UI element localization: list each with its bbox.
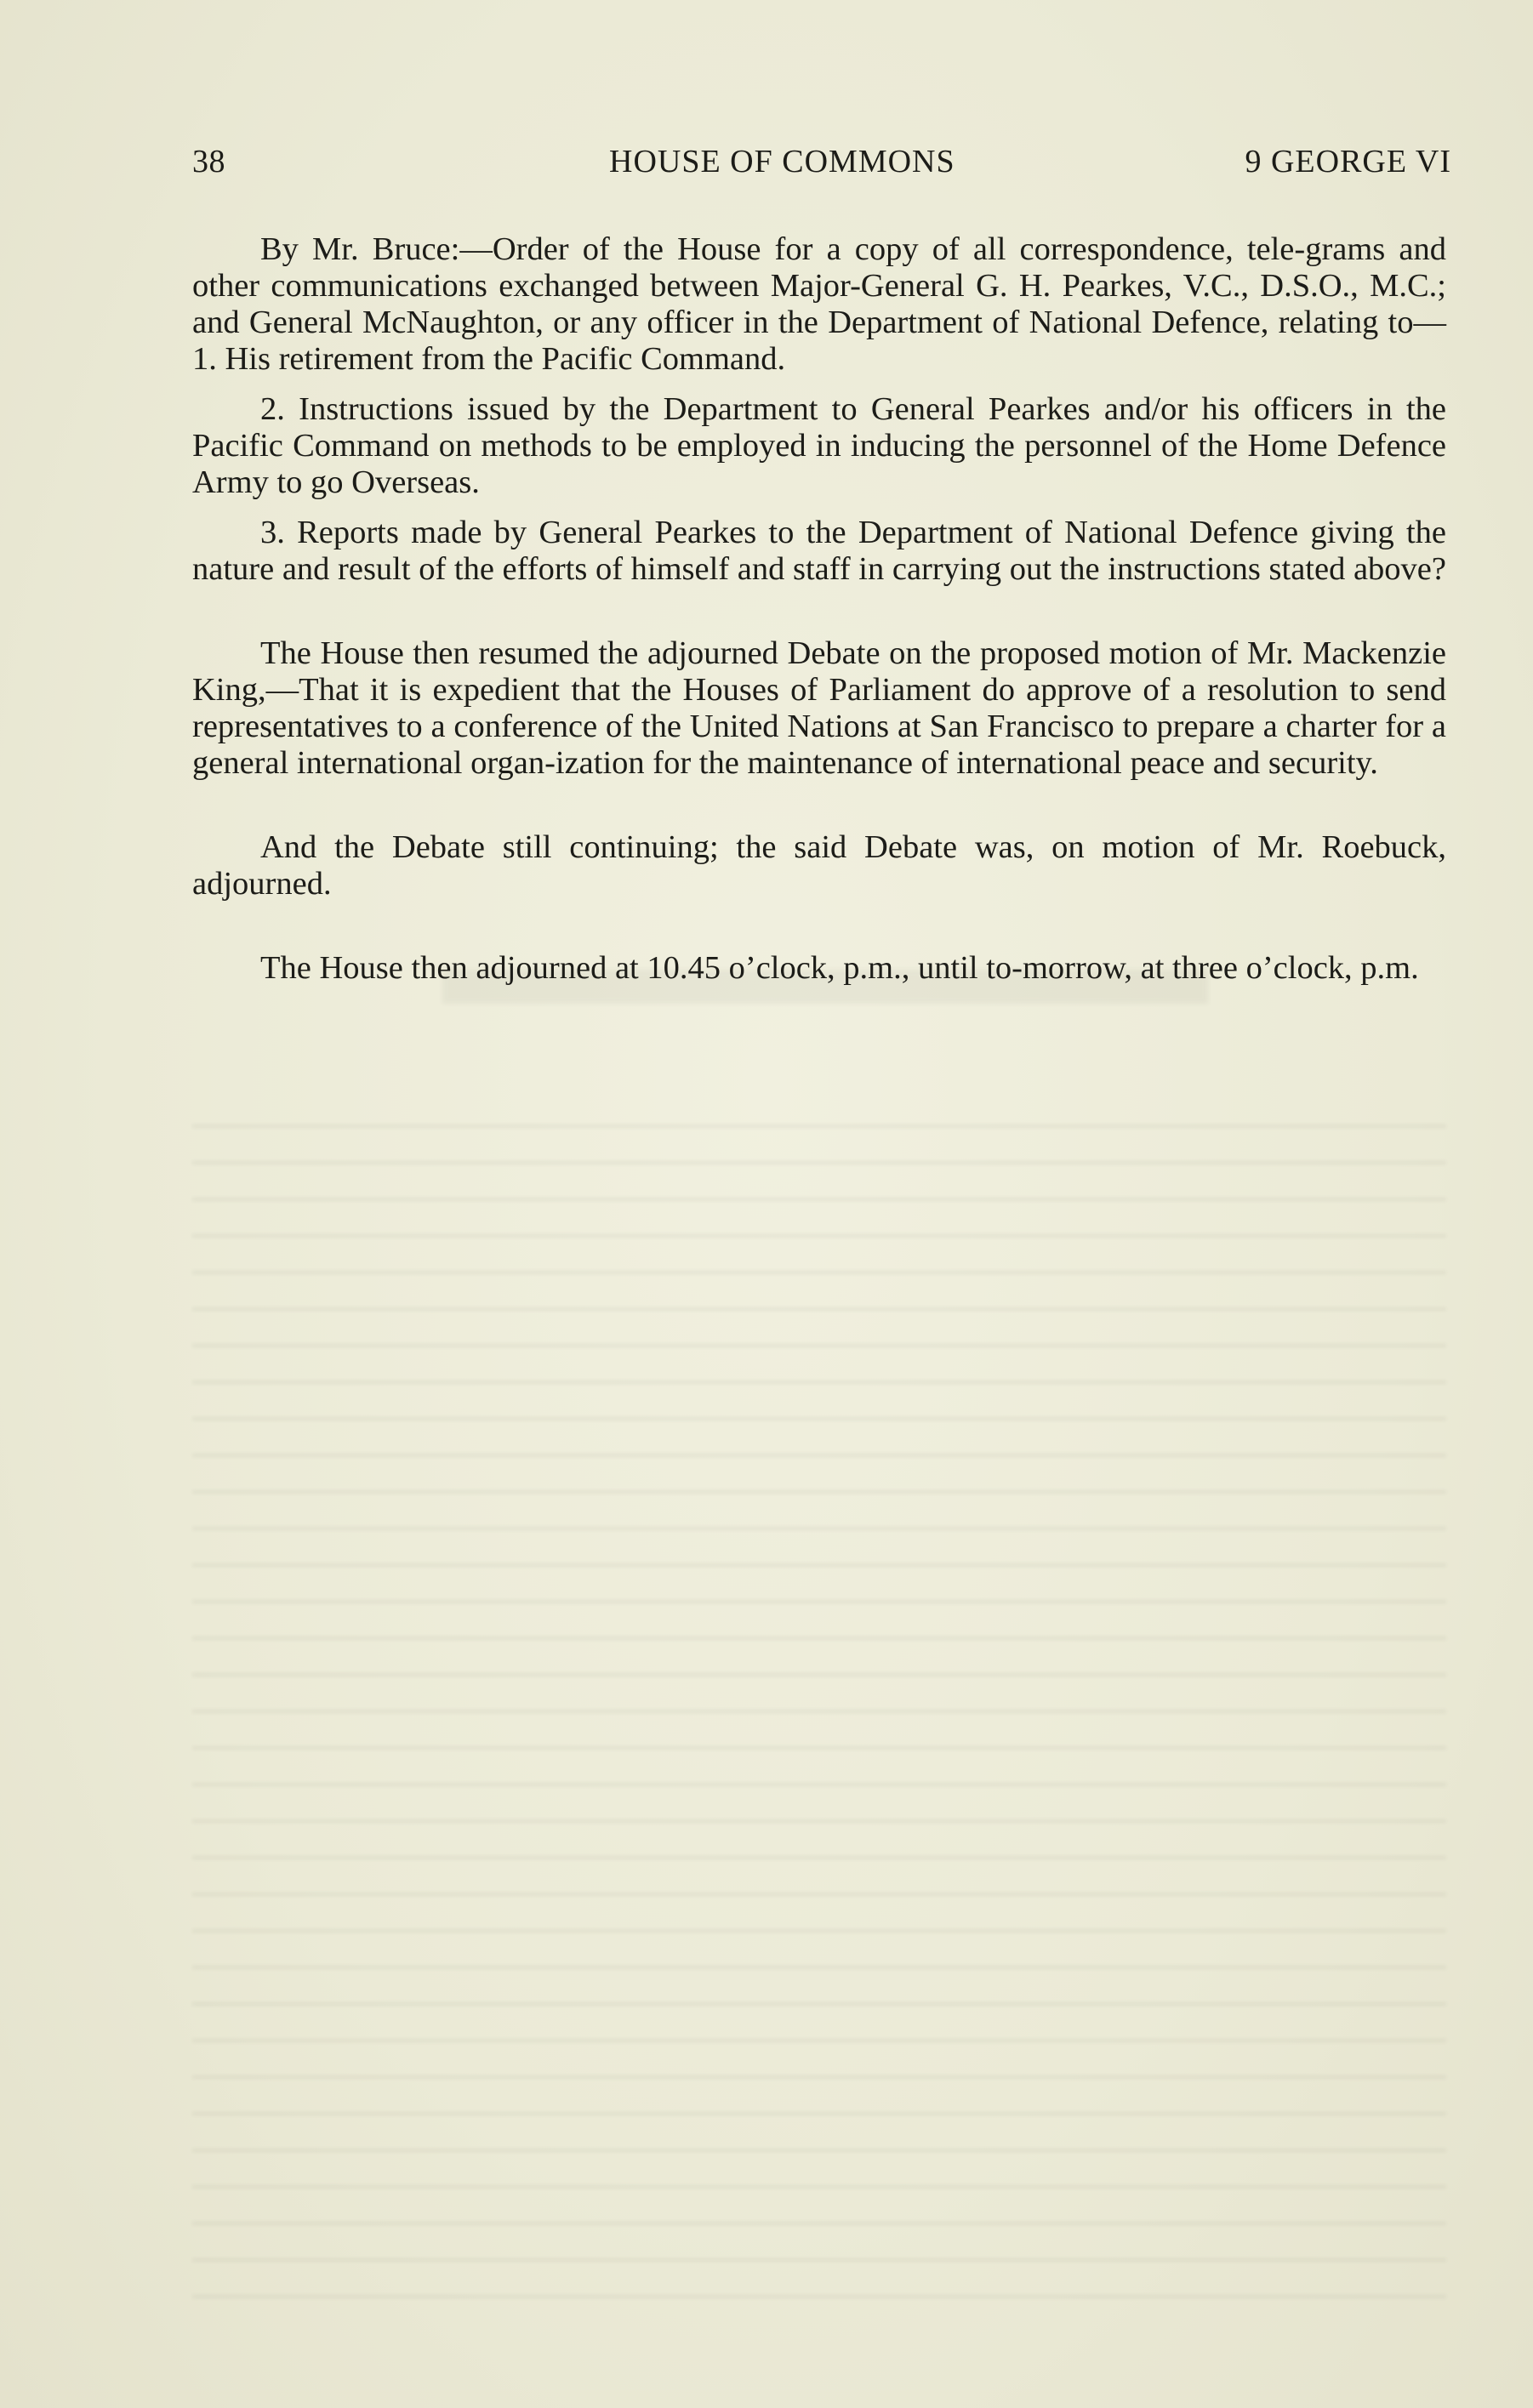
bleed-through-text: [192, 1106, 1446, 2314]
paragraph-item-3: 3. Reports made by General Pearkes to the Department of National Defence giving the nature and result of the efforts of himself and staff in carrying out the instructions stated above?: [192, 515, 1446, 587]
paragraph-debate-resumed: The House then resumed the adjourned Debate on the proposed motion of Mr. Mackenzie King,—That it is expedient that the Houses of Parliament do approve of a resolution to send representatives to a conference of the United Nations at San Francisco to prepare a charter for a general international organ-ization for the maintenance of international peace and security.: [192, 635, 1446, 781]
page-number: 38: [192, 144, 225, 179]
regnal-year: 9 GEORGE VI: [1245, 144, 1451, 179]
journal-entry: [192, 231, 1446, 987]
paragraph-house-adjourned: The House then adjourned at 10.45 o’clock, p.m., until to-morrow, at three o’clock, p.m.: [260, 950, 1419, 986]
running-title: HOUSE OF COMMONS: [609, 144, 955, 179]
paragraph-item-2: 2. Instructions issued by the Department to General Pearkes and/or his officers in the Pacific Command on methods to be employed in inducing the personnel of the Home Defence Army to go Overseas.: [192, 391, 1446, 500]
paragraph-debate-adjourned: And the Debate still continuing; the said Debate was, on motion of Mr. Roebuck, adjourned.: [192, 829, 1446, 902]
page-header: [192, 143, 1451, 191]
paragraph-order-bruce: By Mr. Bruce:—Order of the House for a copy of all correspondence, tele-grams and other communications exchanged between Major-General G. H. Pearkes, V.C., D.S.O., M.C.; and General McNaughton, or any officer in the Department of National Defence, relating to—1. His retirement from the Pacific Command.: [192, 231, 1446, 377]
